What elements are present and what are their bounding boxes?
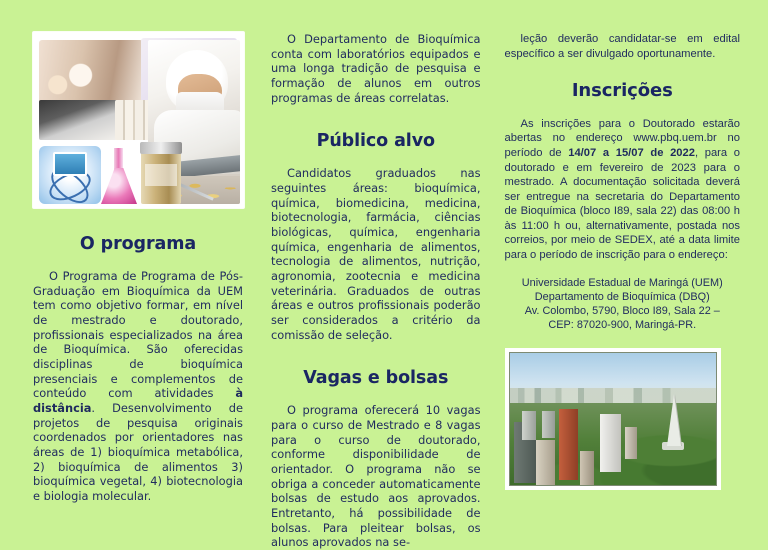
heading-publico-alvo: Público alvo xyxy=(316,131,435,152)
paragraph-publico-alvo: Candidatos graduados nas seguintes áreas: bioquímica, química, biomedicina, medicina, biotecnologia, farmácia, ciências biológicas, química, engenharia química, engenharia de alimentos, tecnologia de alimentos, nutrição, agronomia, zootecnia e medicina veterinária. Graduados de outras áreas e outros profissionais poderão ser considerados a critério da comissão de seleção. xyxy=(271,166,481,342)
address-line-cep: CEP: 87020-900, Maringá-PR. xyxy=(548,319,697,332)
column-3 xyxy=(497,32,740,525)
monitor-icon xyxy=(53,152,87,176)
paragraph-o-programa-part1: O Programa de Programa de Pós-Graduação em Bioquímica da UEM tem como objetivo formar, em nível de mestrado e doutorado, profissionais especializados na área de Bioquímica. São oferecidas disciplinas de bioquímica presenciais e complementos de conteúdo com atividades xyxy=(33,269,243,401)
heading-vagas-e-bolsas: Vagas e bolsas xyxy=(303,368,449,389)
address-line-department: Departamento de Bioquímica (DBQ) xyxy=(534,291,710,304)
column-2 xyxy=(257,32,497,550)
building xyxy=(625,427,637,459)
laboratory-collage-photo xyxy=(33,32,244,208)
maringa-cathedral-icon xyxy=(667,394,681,446)
building xyxy=(580,451,594,485)
maringa-city-aerial-photo xyxy=(505,348,721,490)
paragraph-inscricoes-bold-date: 14/07 a 15/07 de 2022 xyxy=(568,146,695,159)
building xyxy=(536,440,555,485)
paragraph-o-programa xyxy=(33,269,243,504)
address-line-university: Universidade Estadual de Maringá (UEM) xyxy=(521,277,723,290)
paragraph-inscricoes-part2: , para o doutorado e em fevereiro de 2023 para o mestrado. A documentação solicitada deverá ser entregue na secretaria do Departamento de Bioquímica (bloco I89, sala 22) das 08:00 h às 11:00 h ou, alternativamente, postada nos correios, por meio de SEDEX, até a data limite para o período de inscrição para o endereço: xyxy=(504,146,740,261)
paragraph-inscricoes-part1: As inscrições para o Doutorado estarão abertas no endereço www.pbq.uem.br no período de xyxy=(504,117,740,159)
heading-o-programa: O programa xyxy=(79,234,197,254)
address-block xyxy=(505,277,740,333)
building xyxy=(542,411,554,437)
city-inner xyxy=(509,352,717,486)
building xyxy=(600,414,621,472)
collage-inner xyxy=(37,36,240,204)
erlenmeyer-flask-image xyxy=(99,148,139,204)
microscope-image xyxy=(39,100,117,140)
sample-jar-image xyxy=(141,142,181,204)
paragraph-departamento: O Departamento de Bioquímica conta com laboratórios equipados e uma longa tradição de pesquisa e formação de alunos em outros programas de áreas correlatas. xyxy=(271,32,481,105)
paragraph-o-programa-part2: . Desenvolvimento de projetos de pesquisa originais coordenados por orientadores nas áreas de 1) bioquímica metabólica, 2) bioquímica de alimentos 3) bioquímica vegetal, 4) biotecnologia e biologia molecular. xyxy=(33,401,243,503)
paragraph-vagas-e-bolsas: O programa oferecerá 10 vagas para o curso de Mestrado e 8 vagas para o curso de doutorado, conforme disponibilidade de orientador. O programa não se obriga a conceder automaticamente bolsas de estudo aos aprovados. Entretanto, há possibilidade de bolsas. Para pleitear bolsas, os alunos aprovados na se- xyxy=(271,403,481,550)
paragraph-inscricoes xyxy=(505,117,740,263)
building xyxy=(559,409,578,480)
address-line-street: Av. Colombo, 5790, Bloco I89, Sala 22 – xyxy=(524,305,720,318)
building xyxy=(522,411,536,440)
paragraph-continuacao-selecao: leção deverão candidatar-se em edital específico a ser divulgado oportunamente. xyxy=(504,33,740,60)
glassware-bottles-image xyxy=(39,40,143,104)
column-1 xyxy=(33,32,257,525)
paragraph-o-programa-bold: à distância xyxy=(33,386,243,416)
heading-inscricoes: Inscrições xyxy=(571,80,673,102)
